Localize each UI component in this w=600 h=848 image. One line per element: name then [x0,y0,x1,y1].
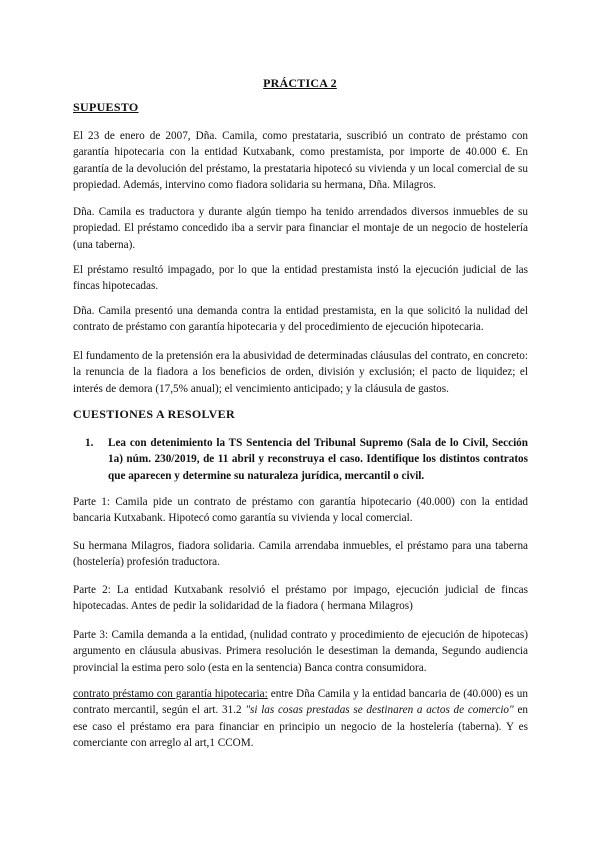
answer-parte-3: Parte 3: Camila demanda a la entidad, (nulidad contrato y procedimiento de ejecución de hipotecas) argumento en cláusula abusivas. Primera resolución le desestiman la demanda, Segundo audiencia provincial la estima pero solo (esta en la sentencia) Banca contra consumidora. [73,629,528,674]
answer-parte-2: Parte 2: La entidad Kutxabank resolvió el préstamo por impago, ejecución judicial de fincas hipotecadas. Antes de pedir la solidaridad de la fiadora ( hermana Milagros) [73,584,528,613]
contrato-label: contrato préstamo con garantía hipotecaria: [73,688,268,700]
question-1 [85,435,528,484]
contrato-text-1: entre Dña Camila y la entidad bancaria de (40.000) es un contrato mercantil, según el art. 31.2 [73,688,528,717]
supuesto-paragraph-4: Dña. Camila presentó una demanda contra la entidad prestamista, en la que solicitó la nulidad del contrato de préstamo con garantía hipotecaria y del procedimiento de ejecución hipotecaria. [73,305,528,334]
question-number: 1. [85,437,94,449]
supuesto-paragraph-2: Dña. Camila es traductora y durante algún tiempo ha tenido arrendados diversos inmuebles de su propiedad. El préstamo concedido iba a servir para financiar el montaje de un negocio de hostelería (una taberna). [73,206,528,251]
section-heading-supuesto: SUPUESTO [73,100,139,114]
contrato-quote: "si las cosas prestadas se destinaren a actos de comercio" [245,704,514,717]
question-text: Lea con detenimiento la TS Sentencia del Tribunal Supremo (Sala de lo Civil, Sección 1a) núm. 230/2019, de 11 abril y reconstruya el caso. Identifique los distintos contratos que aparecen y determine su naturaleza jurídica, mercantil o civil. [108,437,528,482]
answer-hermana: Su hermana Milagros, fiadora solidaria. Camila arrendaba inmuebles, el préstamo para una taberna (hostelería) profesión traductora. [73,540,528,569]
page-title: PRÁCTICA 2 [263,76,337,90]
section-heading-cuestiones: CUESTIONES A RESOLVER [73,407,235,421]
contrato-text-2: en ese caso el préstamo era para financiar en principio un negocio de la hostelería (taberna). Y es comerciante con arreglo al art,1 CCOM. [73,704,529,750]
supuesto-paragraph-3: El préstamo resultó impagado, por lo que la entidad prestamista instó la ejecución judicial de las fincas hipotecadas. [73,264,528,293]
answer-contrato [73,686,528,752]
answer-parte-1: Parte 1: Camila pide un contrato de préstamo con garantía hipotecario (40.000) con la entidad bancaria Kutxabank. Hipotecó como garantía su vivienda y local comercial. [73,496,528,525]
supuesto-paragraph-1: El 23 de enero de 2007, Dña. Camila, como prestataria, suscribió un contrato de préstamo con garantía hipotecaria con la entidad Kutxabank, como prestamista, por importe de 40.000 €. En garantía de la devolución del préstamo, la prestataria hipotecó su vivienda y un local comercial de su propiedad. Además, intervino como fiadora solidaria su hermana, Dña. Milagros. [73,130,528,192]
supuesto-paragraph-5: El fundamento de la pretensión era la abusividad de determinadas cláusulas del contrato, en concreto: la renuncia de la fiadora a los beneficios de orden, división y exclusión; el pacto de liquidez; el interés de demora (17,5% anual); el vencimiento anticipado; y la cláusula de gastos. [73,350,528,395]
